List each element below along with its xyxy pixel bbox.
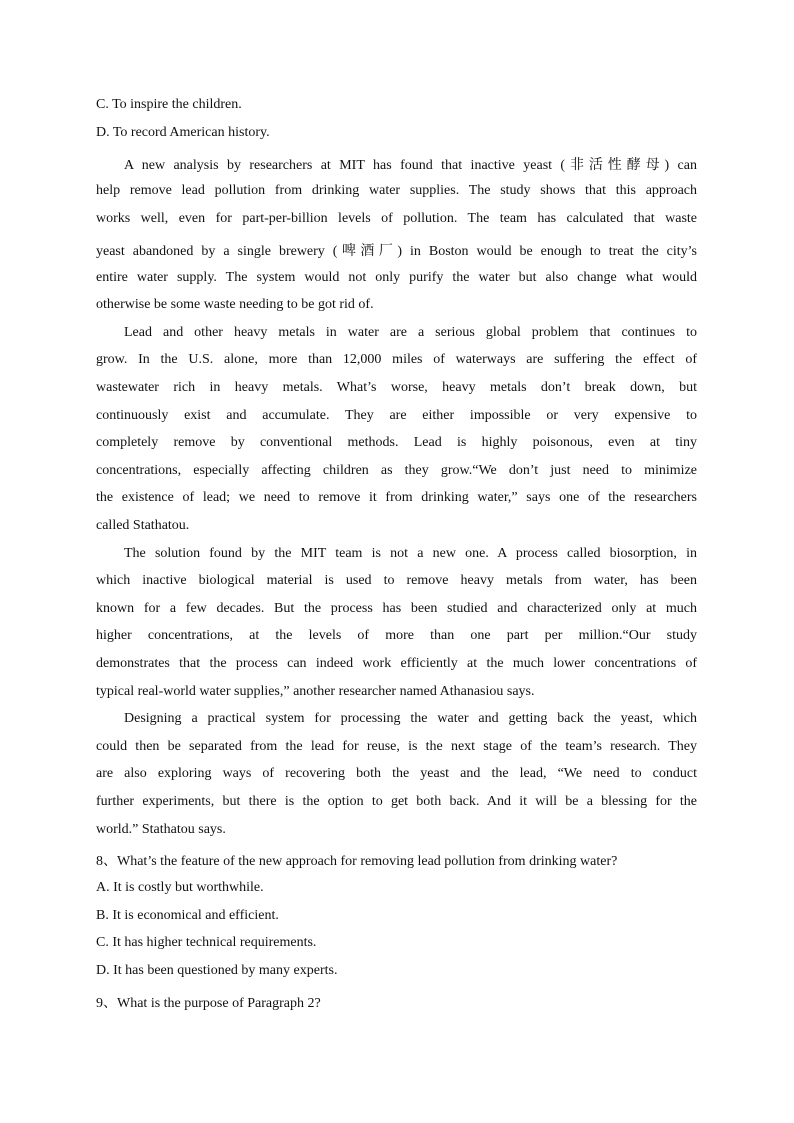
passage-p3-line2: which inactive biological material is used to remove heavy metals from water, has been xyxy=(96,573,697,588)
question-9-stem: 9、What is the purpose of Paragraph 2? xyxy=(96,996,321,1011)
question-8-option-c: C. It has higher technical requirements. xyxy=(96,935,317,950)
question-8-stem: 8、What’s the feature of the new approach for removing lead pollution from drinking water? xyxy=(96,854,618,869)
passage-p4-line2: could then be separated from the lead for reuse, is the next stage of the team’s research. They xyxy=(96,739,697,754)
passage-p4-line3: are also exploring ways of recovering both the yeast and the lead, “We need to conduct xyxy=(96,766,697,781)
passage-p2-line6: concentrations, especially affecting children as they grow.“We don’t just need to minimize xyxy=(96,463,697,478)
passage-p1-line5: entire water supply. The system would not only purify the water but also change what would xyxy=(96,270,697,285)
passage-p2-line8: called Stathatou. xyxy=(96,518,190,533)
passage-p3-line5: demonstrates that the process can indeed work efficiently at the much lower concentrations of xyxy=(96,656,697,671)
question-8-option-b: B. It is economical and efficient. xyxy=(96,908,279,923)
passage-p1-line2: help remove lead pollution from drinking water supplies. The study shows that this approach xyxy=(96,183,697,198)
passage-p3-line1: The solution found by the MIT team is not a new one. A process called biosorption, in xyxy=(124,546,697,561)
passage-p3-line3: known for a few decades. But the process has been studied and characterized only at much xyxy=(96,601,697,616)
passage-p1-line3: works well, even for part-per-billion levels of pollution. The team has calculated that waste xyxy=(96,211,697,226)
passage-p2-line4: continuously exist and accumulate. They are either impossible or very expensive to xyxy=(96,408,697,423)
passage-p1-line1: A new analysis by researchers at MIT has found that inactive yeast (非活性酵母) can xyxy=(124,158,697,173)
passage-p2-line7: the existence of lead; we need to remove it from drinking water,” says one of the researchers xyxy=(96,490,697,505)
passage-p2-line2: grow. In the U.S. alone, more than 12,000 miles of waterways are suffering the effect of xyxy=(96,352,697,367)
question-8-option-d: D. It has been questioned by many experts. xyxy=(96,963,338,978)
passage-p2-line1: Lead and other heavy metals in water are a serious global problem that continues to xyxy=(124,325,697,340)
passage-p3-line6: typical real-world water supplies,” another researcher named Athanasiou says. xyxy=(96,684,535,699)
option-c-prev: C. To inspire the children. xyxy=(96,97,242,112)
passage-p3-line4: higher concentrations, at the levels of more than one part per million.“Our study xyxy=(96,628,697,643)
passage-p2-line3: wastewater rich in heavy metals. What’s worse, heavy metals don’t break down, but xyxy=(96,380,697,395)
passage-p4-line1: Designing a practical system for processing the water and getting back the yeast, which xyxy=(124,711,697,726)
passage-p1-line4: yeast abandoned by a single brewery (啤酒厂) in Boston would be enough to treat the city’s xyxy=(96,244,697,259)
passage-p1-line6: otherwise be some waste needing to be got rid of. xyxy=(96,297,374,312)
option-d-prev: D. To record American history. xyxy=(96,125,270,140)
question-8-option-a: A. It is costly but worthwhile. xyxy=(96,880,264,895)
passage-p4-line5: world.” Stathatou says. xyxy=(96,822,226,837)
passage-p4-line4: further experiments, but there is the option to get both back. And it will be a blessing for the xyxy=(96,794,697,809)
passage-p2-line5: completely remove by conventional methods. Lead is highly poisonous, even at tiny xyxy=(96,435,697,450)
